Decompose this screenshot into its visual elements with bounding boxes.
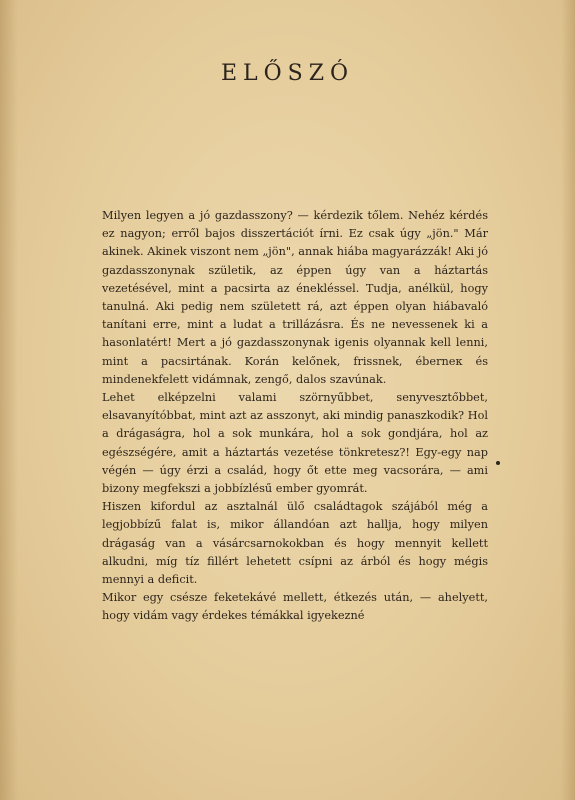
page-title: ELŐSZÓ — [220, 60, 355, 86]
paragraph: Lehet elképzelni valami szörnyűbbet, senyvesztőbbet, elsavanyítóbbat, mint azt az asszonyt, aki mindig panaszkodik? Hol a drágaságra, hol a sok munkára, hol a sok gondjára, hol az egészségére, amit a háztartás vezetése tönkretesz?! Egy-egy nap végén — úgy érzi a család, hogy őt ette meg vacsorára, — ami bizony megfekszi a jobbízlésű ember gyomrát. — [102, 391, 488, 496]
paragraph: Hiszen kifordul az asztalnál ülő családtagok szájából még a legjobbízű falat is, mikor állandóan azt hallja, hogy milyen drágaság van a vásárcsarnokokban és hogy mennyit kellett alkudni, míg tíz fillért lehetett csípni az árból és hogy mégis mennyi a deficit. — [102, 500, 488, 587]
ink-spot — [496, 461, 500, 465]
body-text — [102, 207, 488, 626]
paragraph: Milyen legyen a jó gazdasszony? — kérdezik tőlem. Nehéz kérdés ez nagyon; erről bajos disszertációt írni. Ez csak úgy „jön." Már akinek. Akinek viszont nem „jön", annak hiába magyarázzák! Aki jó gazdasszonynak születik, az éppen úgy van a háztartás vezetésével, mint a pacsirta az énekléssel. Tudja, anélkül, hogy tanulná. Aki pedig nem született rá, azt éppen olyan hiábavaló tanítani erre, mint a ludat a trillázásra. És ne nevessenek ki a hasonlatért! Mert a jó gazdasszonynak igenis olyannak kell lenni, mint a pacsirtának. Korán kelőnek, frissnek, éberneк és mindenekfelett vidámnak, zengő, dalos szavúnak. — [102, 209, 488, 386]
page-edge-shadow — [561, 0, 575, 800]
page-fold-shadow — [0, 0, 18, 800]
paragraph: Mikor egy csésze feketekávé mellett, étkezés után, — ahelyett, hogy vidám vagy érdekes témákkal igyekezné — [102, 591, 488, 623]
